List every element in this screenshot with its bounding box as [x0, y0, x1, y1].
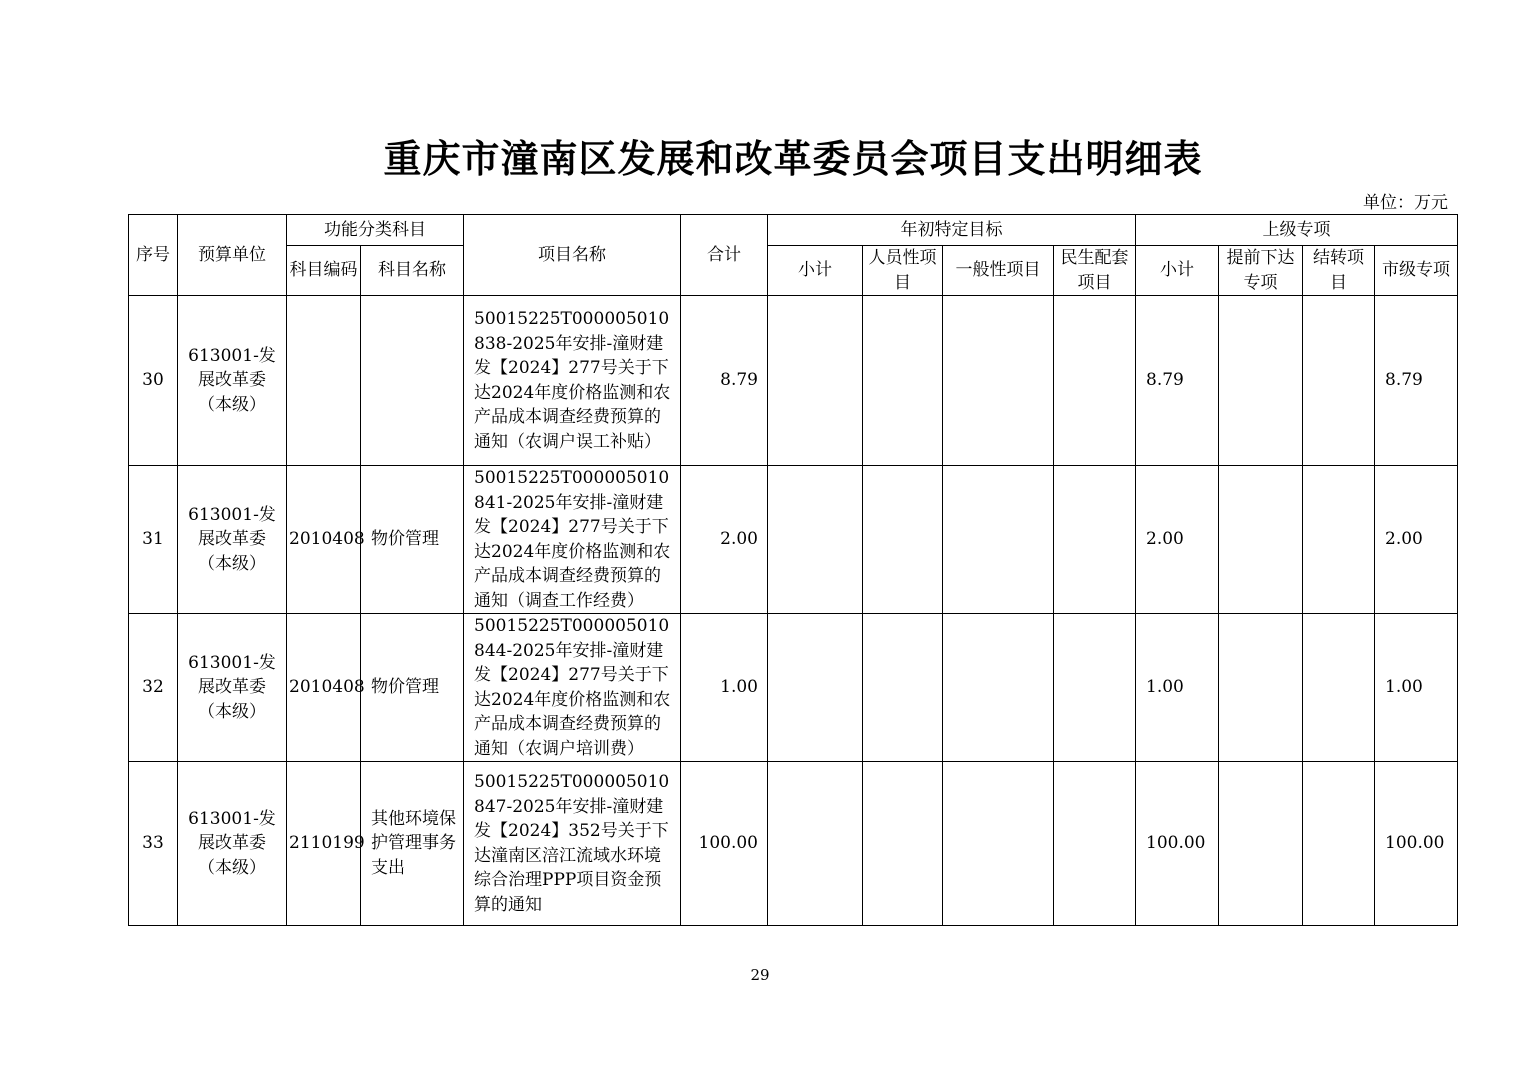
- row-upper-subtotal: 100.00: [1136, 762, 1219, 926]
- row-total: 1.00: [681, 614, 768, 762]
- row-subject-code: 2110199: [287, 762, 361, 926]
- row-subject-name: [361, 296, 464, 466]
- table-row: [129, 762, 1458, 926]
- row-target-subtotal: [768, 614, 863, 762]
- row-subject-name: 其他环境保护管理事务支出: [361, 762, 464, 926]
- header-upper-subtotal: 小计: [1136, 246, 1219, 296]
- row-target-general: [943, 296, 1054, 466]
- row-target-subtotal: [768, 762, 863, 926]
- table-row: [129, 614, 1458, 762]
- row-target-subtotal: [768, 466, 863, 614]
- header-target-subtotal: 小计: [768, 246, 863, 296]
- expenditure-table: [128, 214, 1458, 926]
- row-upper-advance: [1219, 296, 1303, 466]
- row-subject-code: 2010408: [287, 614, 361, 762]
- row-target-livelihood: [1054, 614, 1136, 762]
- row-upper-subtotal: 1.00: [1136, 614, 1219, 762]
- row-seq: 33: [129, 762, 178, 926]
- row-seq: 32: [129, 614, 178, 762]
- row-target-subtotal: [768, 296, 863, 466]
- page-number: 29: [750, 966, 770, 984]
- header-budget-unit: 预算单位: [178, 215, 287, 296]
- table-row: [129, 296, 1458, 466]
- row-upper-subtotal: 8.79: [1136, 296, 1219, 466]
- row-upper-city: 8.79: [1375, 296, 1458, 466]
- row-target-general: [943, 466, 1054, 614]
- row-budget-unit: 613001-发展改革委（本级）: [178, 296, 287, 466]
- row-target-personnel: [863, 296, 943, 466]
- row-budget-unit: 613001-发展改革委（本级）: [178, 466, 287, 614]
- header-target-group: 年初特定目标: [768, 215, 1136, 246]
- row-subject-code: [287, 296, 361, 466]
- row-upper-subtotal: 2.00: [1136, 466, 1219, 614]
- row-target-livelihood: [1054, 296, 1136, 466]
- header-subject-code: 科目编码: [287, 246, 361, 296]
- row-upper-advance: [1219, 614, 1303, 762]
- header-function-group: 功能分类科目: [287, 215, 464, 246]
- header-upper-city: 市级专项: [1375, 246, 1458, 296]
- row-total: 100.00: [681, 762, 768, 926]
- header-upper-group: 上级专项: [1136, 215, 1458, 246]
- table-row: [129, 466, 1458, 614]
- row-upper-carryover: [1303, 762, 1375, 926]
- row-seq: 30: [129, 296, 178, 466]
- row-target-livelihood: [1054, 762, 1136, 926]
- header-target-general: 一般性项目: [943, 246, 1054, 296]
- row-upper-carryover: [1303, 296, 1375, 466]
- row-upper-advance: [1219, 762, 1303, 926]
- row-upper-city: 1.00: [1375, 614, 1458, 762]
- unit-label: 单位：万元: [1363, 193, 1448, 213]
- row-seq: 31: [129, 466, 178, 614]
- row-upper-carryover: [1303, 466, 1375, 614]
- header-upper-advance: 提前下达专项: [1219, 246, 1303, 296]
- header-subject-name: 科目名称: [361, 246, 464, 296]
- header-target-personnel: 人员性项目: [863, 246, 943, 296]
- row-total: 2.00: [681, 466, 768, 614]
- row-project-name: 50015225T000005010844-2025年安排-潼财建发【2024】277号关于下达2024年度价格监测和农产品成本调查经费预算的通知（农调户培训费）: [464, 614, 681, 762]
- page-title: 重庆市潼南区发展和改革委员会项目支出明细表: [383, 137, 1203, 181]
- header-upper-carryover: 结转项目: [1303, 246, 1375, 296]
- row-target-livelihood: [1054, 466, 1136, 614]
- row-upper-advance: [1219, 466, 1303, 614]
- row-upper-carryover: [1303, 614, 1375, 762]
- row-target-personnel: [863, 614, 943, 762]
- row-target-personnel: [863, 762, 943, 926]
- row-target-general: [943, 762, 1054, 926]
- header-seq: 序号: [129, 215, 178, 296]
- row-budget-unit: 613001-发展改革委（本级）: [178, 614, 287, 762]
- row-upper-city: 2.00: [1375, 466, 1458, 614]
- row-subject-name: 物价管理: [361, 614, 464, 762]
- row-target-personnel: [863, 466, 943, 614]
- header-project-name: 项目名称: [464, 215, 681, 296]
- row-upper-city: 100.00: [1375, 762, 1458, 926]
- row-target-general: [943, 614, 1054, 762]
- row-subject-name: 物价管理: [361, 466, 464, 614]
- header-target-livelihood: 民生配套项目: [1054, 246, 1136, 296]
- row-project-name: 50015225T000005010841-2025年安排-潼财建发【2024】277号关于下达2024年度价格监测和农产品成本调查经费预算的通知（调查工作经费）: [464, 466, 681, 614]
- row-total: 8.79: [681, 296, 768, 466]
- row-project-name: 50015225T000005010847-2025年安排-潼财建发【2024】352号关于下达潼南区涪江流域水环境综合治理PPP项目资金预算的通知: [464, 762, 681, 926]
- row-subject-code: 2010408: [287, 466, 361, 614]
- row-project-name: 50015225T000005010838-2025年安排-潼财建发【2024】277号关于下达2024年度价格监测和农产品成本调查经费预算的通知（农调户误工补贴）: [464, 296, 681, 466]
- row-budget-unit: 613001-发展改革委（本级）: [178, 762, 287, 926]
- header-total: 合计: [681, 215, 768, 296]
